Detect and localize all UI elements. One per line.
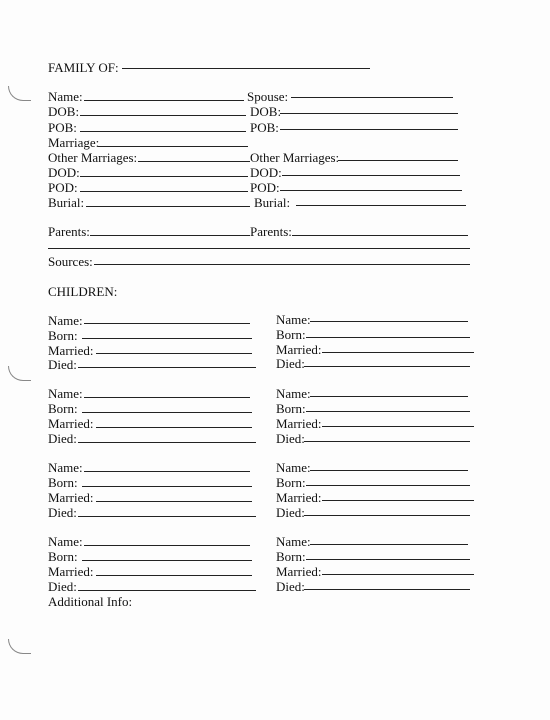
spouse-pob-label: POB:: [250, 120, 279, 135]
child-4-died-label: Died:: [276, 431, 305, 446]
person-pod-label: POD:: [48, 180, 78, 195]
child-8-born-line[interactable]: [306, 559, 470, 560]
person-pob-label: POB:: [48, 120, 77, 135]
person-marriage-line[interactable]: [98, 146, 248, 147]
child-2-born-line[interactable]: [306, 337, 470, 338]
child-8-name-line[interactable]: [310, 544, 468, 545]
child-6-died-line[interactable]: [304, 515, 470, 516]
child-3-married-label: Married:: [48, 416, 94, 431]
child-3-married-line[interactable]: [96, 427, 252, 428]
child-2-born-label: Born:: [276, 327, 306, 342]
child-5-married-line[interactable]: [96, 501, 252, 502]
person-burial-line[interactable]: [86, 206, 250, 207]
family-of-label: FAMILY OF:: [48, 60, 119, 75]
child-6-died-label: Died:: [276, 505, 305, 520]
person-dob-label: DOB:: [48, 104, 80, 119]
additional-info-label: Additional Info:: [48, 594, 133, 609]
child-1-married-line[interactable]: [96, 353, 252, 354]
child-7-died-line[interactable]: [78, 590, 256, 591]
child-6-born-label: Born:: [276, 475, 306, 490]
spouse-other-marriages-line[interactable]: [338, 160, 458, 161]
child-1-married-label: Married:: [48, 343, 94, 358]
child-1-died-label: Died:: [48, 357, 77, 372]
child-8-married-label: Married:: [276, 564, 322, 579]
child-3-born-label: Born:: [48, 401, 78, 416]
child-4-name-line[interactable]: [310, 396, 468, 397]
child-1-name-line[interactable]: [84, 323, 250, 324]
child-5-died-label: Died:: [48, 505, 77, 520]
child-5-born-line[interactable]: [82, 486, 252, 487]
parents-continuation-line[interactable]: [48, 248, 470, 249]
child-7-born-line[interactable]: [82, 560, 252, 561]
child-6-born-line[interactable]: [306, 485, 470, 486]
person-other-marriages-label: Other Marriages:: [48, 150, 138, 165]
child-3-born-line[interactable]: [82, 412, 252, 413]
child-8-died-line[interactable]: [304, 589, 470, 590]
child-4-married-label: Married:: [276, 416, 322, 431]
spouse-dod-line[interactable]: [282, 175, 460, 176]
person-pob-line[interactable]: [80, 131, 246, 132]
child-2-name-label: Name:: [276, 312, 311, 327]
spouse-pod-line[interactable]: [280, 190, 462, 191]
binder-hole-middle: [8, 366, 31, 381]
person-burial-label: Burial:: [48, 195, 85, 210]
child-5-name-line[interactable]: [84, 471, 250, 472]
child-5-born-label: Born:: [48, 475, 78, 490]
child-4-born-label: Born:: [276, 401, 306, 416]
child-2-died-line[interactable]: [304, 366, 470, 367]
person-name-label: Name:: [48, 89, 83, 104]
child-4-born-line[interactable]: [306, 411, 470, 412]
person-marriage-label: Marriage:: [48, 135, 100, 150]
child-2-name-line[interactable]: [310, 321, 468, 322]
person-pod-line[interactable]: [80, 191, 248, 192]
parents-line-right[interactable]: [292, 235, 468, 236]
child-8-died-label: Died:: [276, 579, 305, 594]
person-name-line[interactable]: [84, 100, 244, 101]
child-6-married-line[interactable]: [322, 500, 474, 501]
child-3-name-label: Name:: [48, 386, 83, 401]
binder-hole-bottom: [8, 639, 31, 654]
child-7-married-label: Married:: [48, 564, 94, 579]
child-4-name-label: Name:: [276, 386, 311, 401]
child-5-name-label: Name:: [48, 460, 83, 475]
child-7-born-label: Born:: [48, 549, 78, 564]
child-4-married-line[interactable]: [322, 426, 474, 427]
spouse-dob-line[interactable]: [280, 113, 458, 114]
person-dod-label: DOD:: [48, 165, 80, 180]
spouse-dob-label: DOB:: [250, 104, 282, 119]
child-7-died-label: Died:: [48, 579, 77, 594]
child-7-married-line[interactable]: [96, 575, 252, 576]
child-1-born-label: Born:: [48, 328, 78, 343]
child-3-died-line[interactable]: [78, 442, 256, 443]
child-5-married-label: Married:: [48, 490, 94, 505]
spouse-name-line[interactable]: [291, 97, 453, 98]
child-6-name-label: Name:: [276, 460, 311, 475]
child-2-died-label: Died:: [276, 356, 305, 371]
child-8-married-line[interactable]: [322, 574, 474, 575]
child-2-married-line[interactable]: [322, 352, 474, 353]
person-dob-line[interactable]: [80, 115, 246, 116]
child-3-died-label: Died:: [48, 431, 77, 446]
person-other-marriages-line[interactable]: [138, 161, 250, 162]
parents-line-left[interactable]: [90, 235, 250, 236]
spouse-other-marriages-label: Other Marriages:: [250, 150, 340, 165]
spouse-burial-label: Burial:: [254, 195, 291, 210]
child-8-name-label: Name:: [276, 534, 311, 549]
family-of-line[interactable]: [122, 68, 370, 69]
spouse-label: Spouse:: [247, 89, 289, 104]
child-7-name-line[interactable]: [84, 545, 250, 546]
sources-label: Sources:: [48, 254, 93, 269]
spouse-burial-line[interactable]: [296, 205, 466, 206]
child-1-name-label: Name:: [48, 313, 83, 328]
parents-label-right: Parents:: [250, 224, 292, 239]
binder-hole-top: [8, 86, 31, 101]
sources-line[interactable]: [94, 264, 470, 265]
child-2-married-label: Married:: [276, 342, 322, 357]
child-1-born-line[interactable]: [82, 338, 252, 339]
child-1-died-line[interactable]: [78, 367, 256, 368]
spouse-pob-line[interactable]: [280, 129, 458, 130]
child-8-born-label: Born:: [276, 549, 306, 564]
parents-label-left: Parents:: [48, 224, 90, 239]
child-7-name-label: Name:: [48, 534, 83, 549]
child-6-name-line[interactable]: [310, 470, 468, 471]
children-heading: CHILDREN:: [48, 284, 118, 299]
spouse-dod-label: DOD:: [250, 165, 282, 180]
child-3-name-line[interactable]: [84, 397, 250, 398]
spouse-pod-label: POD:: [250, 180, 280, 195]
child-5-died-line[interactable]: [78, 516, 256, 517]
child-6-married-label: Married:: [276, 490, 322, 505]
child-4-died-line[interactable]: [304, 441, 470, 442]
person-dod-line[interactable]: [80, 176, 248, 177]
